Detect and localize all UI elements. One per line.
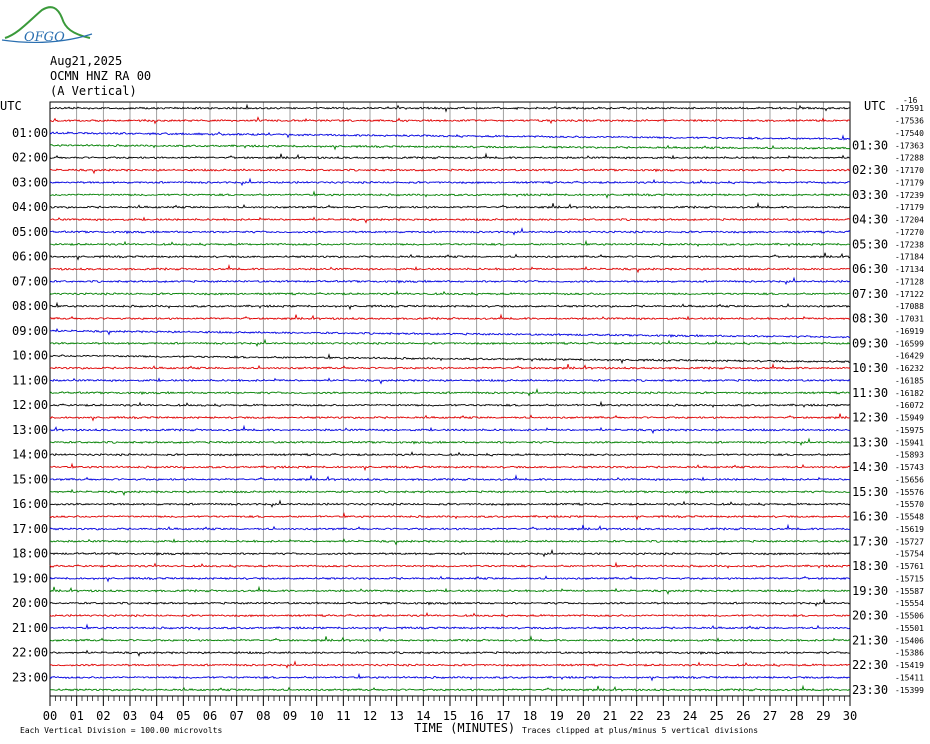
logo <box>2 7 92 45</box>
x-tick-label: 14 <box>416 709 431 723</box>
right-time-label: 22:30 <box>852 658 889 673</box>
left-time-label: 18:00 <box>12 546 49 561</box>
right-time-label: 13:30 <box>852 435 889 450</box>
right-time-label: 04:30 <box>852 212 889 227</box>
trace-offset-label: -15570 <box>895 500 924 510</box>
right-time-label: 05:30 <box>852 237 889 252</box>
trace-offset-label: -15587 <box>895 586 924 596</box>
left-time-label: 16:00 <box>12 497 49 512</box>
trace-offset-labels <box>895 104 924 695</box>
trace-offset-label: -15576 <box>895 487 924 497</box>
trace-offset-label: -15548 <box>895 512 924 522</box>
x-tick-label: 10 <box>309 709 324 723</box>
left-time-label: 17:00 <box>12 521 49 536</box>
left-time-label: 02:00 <box>12 150 49 165</box>
left-time-label: 22:00 <box>12 645 49 660</box>
trace-offset-label: -17238 <box>895 240 924 250</box>
x-tick-label: 11 <box>336 709 351 723</box>
left-time-label: 14:00 <box>12 447 49 462</box>
x-tick-label: 28 <box>789 709 804 723</box>
trace-offset-label: -17540 <box>895 128 924 138</box>
right-time-label: 19:30 <box>852 583 889 598</box>
right-time-label: 12:30 <box>852 410 889 425</box>
x-tick-label: 22 <box>629 709 644 723</box>
trace-offset-label: -17363 <box>895 141 924 151</box>
trace-offset-label: -17179 <box>895 178 924 188</box>
right-time-label: 08:30 <box>852 311 889 326</box>
trace-offset-label: -16429 <box>895 351 924 361</box>
trace-offset-label: -16232 <box>895 364 924 374</box>
x-tick-label: 06 <box>202 709 218 723</box>
x-tick-label: 19 <box>549 709 564 723</box>
left-time-label: 23:00 <box>12 670 49 685</box>
x-tick-label: 21 <box>602 709 618 723</box>
trace-offset-label: -15619 <box>895 524 924 534</box>
right-corner-label: -16 <box>903 96 918 105</box>
right-time-label: 18:30 <box>852 559 889 574</box>
trace-offset-label: -15761 <box>895 562 924 572</box>
right-time-label: 01:30 <box>852 138 889 153</box>
trace-offset-label: -15715 <box>895 574 924 584</box>
right-time-label: 02:30 <box>852 163 889 178</box>
x-tick-label: 13 <box>389 709 404 723</box>
x-tick-label: 02 <box>96 709 111 723</box>
trace-offset-label: -16182 <box>895 388 924 398</box>
right-time-label: 10:30 <box>852 361 889 376</box>
trace-offset-label: -16185 <box>895 376 924 386</box>
left-time-label: 13:00 <box>12 422 49 437</box>
trace-offset-label: -17128 <box>895 277 924 287</box>
x-tick-label: 18 <box>522 709 538 723</box>
left-time-label: 19:00 <box>12 571 49 586</box>
x-tick-label: 05 <box>176 709 191 723</box>
trace-offset-label: -16919 <box>895 326 924 336</box>
trace-offset-label: -17031 <box>895 314 924 324</box>
trace-offset-label: -15975 <box>895 425 924 435</box>
trace-offset-label: -17122 <box>895 289 924 299</box>
trace-offset-label: -17170 <box>895 166 924 176</box>
left-time-label: 01:00 <box>12 125 49 140</box>
trace-offset-label: -15754 <box>895 549 924 559</box>
x-tick-label: 25 <box>709 709 724 723</box>
trace-offset-label: -17239 <box>895 190 924 200</box>
left-time-label: 10:00 <box>12 348 49 363</box>
trace-offset-label: -17184 <box>895 252 924 262</box>
left-time-label: 04:00 <box>12 200 49 215</box>
left-time-label: 11:00 <box>12 373 49 388</box>
trace-offset-label: -15893 <box>895 450 924 460</box>
right-axis-label: UTC <box>864 99 886 113</box>
left-axis-label: UTC <box>0 99 22 113</box>
right-time-label: 03:30 <box>852 187 889 202</box>
trace-offset-label: -16072 <box>895 401 924 411</box>
left-time-label: 06:00 <box>12 249 49 264</box>
left-time-label: 03:00 <box>12 175 49 190</box>
right-time-labels <box>852 138 888 697</box>
right-time-label: 15:30 <box>852 484 889 499</box>
trace-offset-label: -15554 <box>895 599 924 609</box>
header-date: Aug21,2025 <box>50 54 123 68</box>
x-tick-label: 15 <box>442 709 458 723</box>
x-tick-label: 26 <box>736 709 751 723</box>
trace-offset-label: -15743 <box>895 463 924 473</box>
header-station: OCMN HNZ RA 00 <box>50 69 152 83</box>
x-tick-label: 29 <box>816 709 831 723</box>
x-tick-label: 27 <box>762 709 778 723</box>
trace-offset-label: -17536 <box>895 116 924 126</box>
trace-offset-label: -15949 <box>895 413 924 423</box>
trace-offset-label: -17288 <box>895 153 924 163</box>
left-time-labels <box>12 126 48 685</box>
right-time-label: 06:30 <box>852 262 889 277</box>
left-time-label: 15:00 <box>12 472 49 487</box>
right-time-label: 21:30 <box>852 633 889 648</box>
right-time-label: 16:30 <box>852 509 889 524</box>
clip-note: Traces clipped at plus/minus 5 vertical divisions <box>522 726 759 735</box>
x-tick-label: 03 <box>122 709 138 723</box>
right-time-label: 11:30 <box>852 385 889 400</box>
x-axis-ticks <box>43 696 857 723</box>
trace-offset-label: -15411 <box>895 673 924 683</box>
trace-offset-label: -15386 <box>895 648 924 658</box>
right-time-label: 17:30 <box>852 534 889 549</box>
left-time-label: 08:00 <box>12 299 49 314</box>
x-tick-label: 04 <box>149 709 164 723</box>
x-tick-label: 01 <box>69 709 84 723</box>
x-tick-label: 08 <box>256 709 271 723</box>
x-tick-label: 12 <box>362 709 378 723</box>
left-time-label: 05:00 <box>12 224 49 239</box>
right-time-label: 20:30 <box>852 608 889 623</box>
trace-offset-label: -15399 <box>895 685 924 695</box>
right-time-label: 14:30 <box>852 460 889 475</box>
trace-offset-label: -17179 <box>895 203 924 213</box>
trace-offset-label: -15419 <box>895 661 924 671</box>
trace-offset-label: -17088 <box>895 302 924 312</box>
x-tick-label: 00 <box>42 709 58 723</box>
trace-offset-label: -17270 <box>895 227 924 237</box>
trace-offset-label: -16599 <box>895 339 924 349</box>
trace-offset-label: -15727 <box>895 537 924 547</box>
x-tick-label: 07 <box>229 709 244 723</box>
trace-offset-label: -15501 <box>895 623 924 633</box>
trace-offset-label: -15506 <box>895 611 924 621</box>
x-tick-label: 17 <box>496 709 511 723</box>
left-time-label: 07:00 <box>12 274 49 289</box>
x-tick-label: 24 <box>682 709 698 723</box>
x-tick-label: 20 <box>576 709 591 723</box>
trace-offset-label: -17204 <box>895 215 924 225</box>
grid <box>50 102 850 696</box>
right-time-label: 07:30 <box>852 286 889 301</box>
x-tick-label: 23 <box>656 709 671 723</box>
scale-note: Each Vertical Division = 100.00 microvolts <box>20 726 223 735</box>
x-tick-label: 30 <box>842 709 858 723</box>
left-time-label: 21:00 <box>12 620 49 635</box>
x-axis-label: TIME (MINUTES) <box>414 721 516 735</box>
x-tick-label: 09 <box>282 709 298 723</box>
header-component: (A Vertical) <box>50 84 137 98</box>
trace-offset-label: -15406 <box>895 636 924 646</box>
trace-offset-label: -17591 <box>895 104 924 114</box>
trace-offset-label: -17134 <box>895 265 924 275</box>
right-time-label: 23:30 <box>852 682 889 697</box>
trace-offset-label: -15941 <box>895 438 924 448</box>
logo-text: OFGO <box>24 30 65 45</box>
right-time-label: 09:30 <box>852 336 889 351</box>
x-tick-label: 16 <box>469 709 484 723</box>
left-time-label: 20:00 <box>12 596 49 611</box>
left-time-label: 12:00 <box>12 398 49 413</box>
trace-offset-label: -15656 <box>895 475 924 485</box>
left-time-label: 09:00 <box>12 323 49 338</box>
